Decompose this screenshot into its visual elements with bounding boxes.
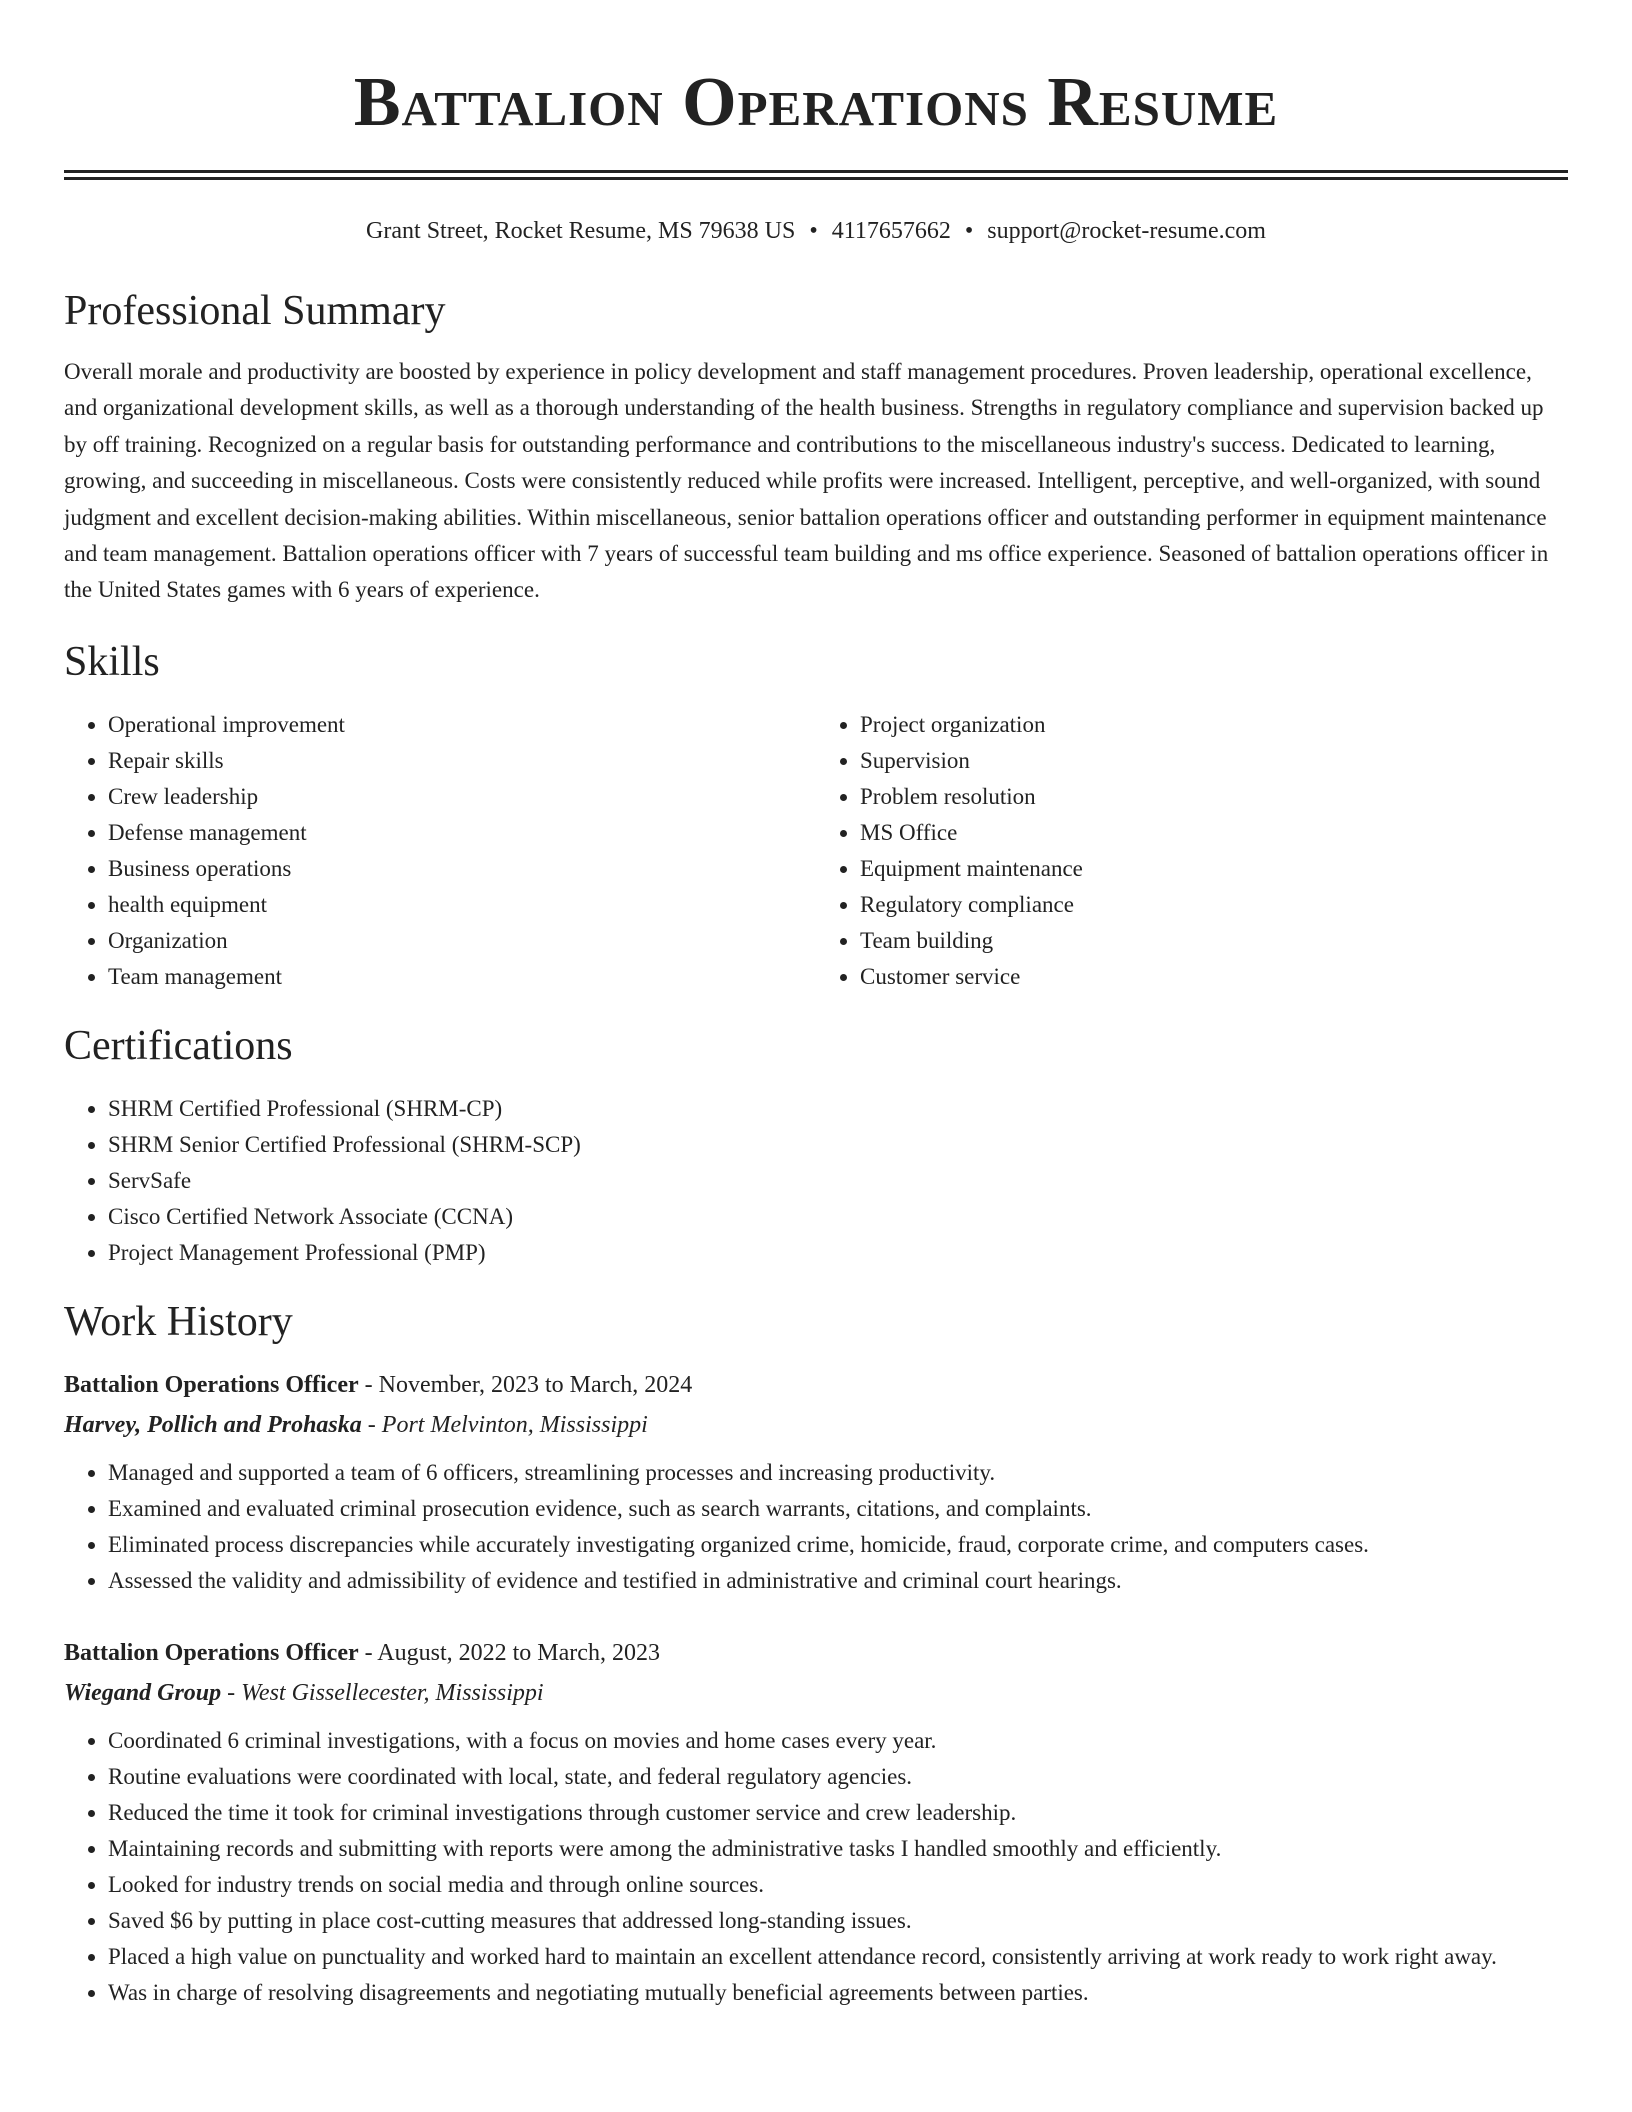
dash: - [358, 1639, 378, 1666]
skill-item: • Supervision [860, 743, 1568, 779]
skill-item: • Crew leadership [108, 779, 816, 815]
job-title-line [64, 1633, 1568, 1673]
job-title: Battalion Operations Officer [64, 1371, 359, 1398]
job-location: Port Melvinton, Mississippi [381, 1411, 648, 1438]
certification-item: • SHRM Senior Certified Professional (SHRM-SCP) [108, 1127, 1568, 1163]
skill-item: • MS Office [860, 815, 1568, 851]
job-duty: • Maintaining records and submitting with reports were among the administrative tasks I handled smoothly and efficiently. [108, 1831, 1568, 1867]
certification-item: • Cisco Certified Network Associate (CCNA) [108, 1199, 1568, 1235]
job-duty: • Managed and supported a team of 6 officers, streamlining processes and increasing productivity. [108, 1455, 1568, 1491]
contact-line [64, 216, 1568, 246]
skill-item: • Business operations [108, 851, 816, 887]
skills-heading: Skills [64, 638, 160, 685]
job-duty: • Was in charge of resolving disagreements and negotiating mutually beneficial agreements between parties. [108, 1975, 1568, 2011]
skill-item: • Defense management [108, 815, 816, 851]
skills-list-right [816, 707, 1568, 995]
resume-title: Battalion Operations Resume [353, 64, 1279, 141]
certification-item: • Project Management Professional (PMP) [108, 1235, 1568, 1271]
contact-email[interactable]: support@rocket-resume.com [987, 218, 1266, 244]
skills-list-left [64, 707, 816, 995]
job-duty: • Looked for industry trends on social media and through online sources. [108, 1867, 1568, 1903]
job-company: Wiegand Group [64, 1679, 222, 1706]
skills-columns [64, 707, 1568, 995]
skill-item: • Organization [108, 923, 816, 959]
contact-phone: 4117657662 [831, 218, 951, 244]
job-title-line [64, 1365, 1568, 1405]
contact-address: Grant Street, Rocket Resume, MS 79638 US [366, 218, 796, 244]
dash: - [221, 1679, 242, 1706]
job-duties-list [64, 1723, 1568, 2011]
skill-item: • Operational improvement [108, 707, 816, 743]
job-location: West Gissellecester, Mississippi [241, 1679, 544, 1706]
job-dates: November, 2023 to March, 2024 [378, 1371, 693, 1398]
dash: - [361, 1411, 382, 1438]
skill-item: • Equipment maintenance [860, 851, 1568, 887]
job-duty: • Assessed the validity and admissibility of evidence and testified in administrative and criminal court hearings. [108, 1563, 1568, 1599]
job-entry [64, 1365, 1568, 1599]
job-duty: • Saved $6 by putting in place cost-cutting measures that addressed long-standing issues. [108, 1903, 1568, 1939]
job-title: Battalion Operations Officer [64, 1639, 359, 1666]
job-duties-list [64, 1455, 1568, 1599]
job-company: Harvey, Pollich and Prohaska [64, 1411, 362, 1438]
certification-item: • ServSafe [108, 1163, 1568, 1199]
contact-separator: • [964, 218, 974, 244]
skill-item: • Team building [860, 923, 1568, 959]
summary-heading: Professional Summary [64, 288, 446, 334]
contact-separator: • [809, 218, 818, 244]
job-dates: August, 2022 to March, 2023 [377, 1639, 660, 1666]
certifications-heading: Certifications [64, 1022, 293, 1069]
job-duty: • Coordinated 6 criminal investigations, with a focus on movies and home cases every year. [108, 1723, 1568, 1759]
certifications-list [64, 1091, 1568, 1271]
job-duty: • Reduced the time it took for criminal investigations through customer service and crew leadership. [108, 1795, 1568, 1831]
skill-item: • Problem resolution [860, 779, 1568, 815]
job-duty: • Placed a high value on punctuality and worked hard to maintain an excellent attendance record, consistently arriving at work ready to work right away. [108, 1939, 1568, 1975]
job-duty: • Eliminated process discrepancies while accurately investigating organized crime, homicide, fraud, corporate crime, and computers cases. [108, 1527, 1568, 1563]
job-entry [64, 1633, 1568, 2011]
dash: - [358, 1371, 379, 1398]
job-duty: • Routine evaluations were coordinated with local, state, and federal regulatory agencies. [108, 1759, 1568, 1795]
skill-item: • Regulatory compliance [860, 887, 1568, 923]
job-duty: • Examined and evaluated criminal prosecution evidence, such as search warrants, citations, and complaints. [108, 1491, 1568, 1527]
job-company-line [64, 1405, 1568, 1445]
summary-text: Overall morale and productivity are boosted by experience in policy development and staff management procedures. Proven leadership, operational excellence, and organizational development skills, as well as a thorough understanding of the health business. Strengths in regulatory compliance and supervision backed up by off training. Recognized on a regular basis for outstanding performance and contributions to the miscellaneous industry's success. Dedicated to learning, growing, and succeeding in miscellaneous. Costs were consistently reduced while profits were increased. Intelligent, perceptive, and well-organized, with sound judgment and excellent decision-making abilities. Within miscellaneous, senior battalion operations officer and outstanding performer in equipment maintenance and team management. Battalion operations officer with 7 years of successful team building and ms office experience. Seasoned of battalion operations officer in the United States games with 6 years of experience. [64, 359, 1549, 603]
skill-item: • Team management [108, 959, 816, 995]
skill-item: • Repair skills [108, 743, 816, 779]
job-company-line [64, 1673, 1568, 1713]
work-history-heading: Work History [64, 1298, 293, 1345]
title-divider [64, 170, 1568, 180]
certification-item: • SHRM Certified Professional (SHRM-CP) [108, 1091, 1568, 1127]
skill-item: • Project organization [860, 707, 1568, 743]
skill-item: • health equipment [108, 887, 816, 923]
skill-item: • Customer service [860, 959, 1568, 995]
